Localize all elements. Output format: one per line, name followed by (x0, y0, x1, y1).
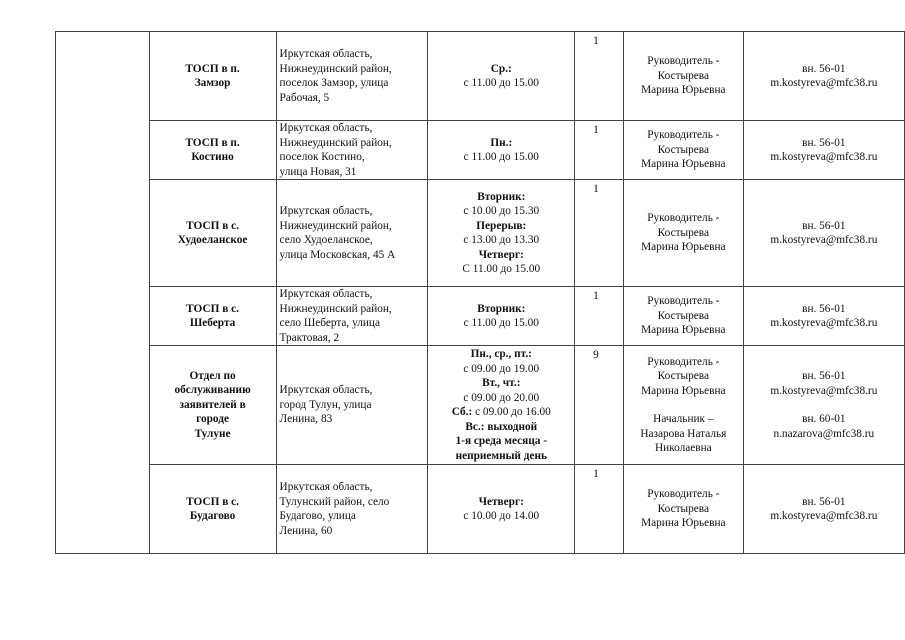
contact-info: вн. 56-01 m.kostyreva@mfc38.ru (743, 287, 904, 346)
hours-day-label: Пн.: (490, 136, 513, 149)
staff-count: 1 (575, 465, 624, 554)
contact-info: вн. 56-01 m.kostyreva@mfc38.ru (743, 32, 904, 121)
office-hours (428, 121, 575, 180)
office-name: ТОСП в п. Замзор (149, 32, 276, 121)
office-name: ТОСП в с. Будагово (149, 465, 276, 554)
office-hours (428, 465, 575, 554)
hours-day-label: Вторник: (477, 190, 526, 203)
office-hours (428, 180, 575, 287)
responsible-person: Руководитель - Костырева Марина Юрьевна (624, 121, 744, 180)
staff-count: 9 (575, 346, 624, 465)
office-address: Иркутская область, Нижнеудинский район, село Худоеланское, улица Московская, 45 А (276, 180, 428, 287)
table-row (56, 32, 905, 121)
hours-time: с 13.00 до 13.30 (463, 234, 540, 246)
offices-table (55, 31, 905, 554)
office-address: Иркутская область, Нижнеудинский район, поселок Костино, улица Новая, 31 (276, 121, 428, 180)
hours-line: неприемный день (455, 449, 547, 462)
table-row (56, 346, 905, 465)
contact-info: вн. 56-01 m.kostyreva@mfc38.ru (743, 121, 904, 180)
contact-chief: вн. 60-01 n.nazarova@mfc38.ru (773, 413, 875, 440)
hours-day-label: Четверг: (478, 495, 524, 508)
responsible-person: Руководитель - Костырева Марина Юрьевна (624, 465, 744, 554)
staff-count: 1 (575, 180, 624, 287)
hours-time: С 11.00 до 15.00 (462, 263, 541, 275)
office-address: Иркутская область, город Тулун, улица Ленина, 83 (276, 346, 428, 465)
hours-time: с 10.00 до 15.30 (463, 205, 540, 217)
office-name: Отдел по обслуживанию заявителей в городе Тулуне (149, 346, 276, 465)
staff-count: 1 (575, 121, 624, 180)
hours-time: с 11.00 до 15.00 (463, 77, 539, 89)
responsible-person: Руководитель - Костырева Марина Юрьевна (624, 180, 744, 287)
office-address: Иркутская область, Нижнеудинский район, село Шеберта, улица Трактовая, 2 (276, 287, 428, 346)
hours-time: с 10.00 до 14.00 (463, 510, 540, 522)
responsible-head: Руководитель - Костырева Марина Юрьевна (641, 355, 726, 397)
hours-day-label: Ср.: (490, 62, 512, 75)
responsible-person (624, 346, 744, 465)
hours-line: с 09.00 до 19.00 (463, 362, 540, 375)
contact-head: вн. 56-01 m.kostyreva@mfc38.ru (770, 370, 878, 397)
hours-line: Пн., ср., пт.: (470, 348, 532, 360)
staff-count: 1 (575, 287, 624, 346)
office-name: ТОСП в с. Худоеланское (149, 180, 276, 287)
contact-info: вн. 56-01 m.kostyreva@mfc38.ru (743, 180, 904, 287)
office-hours (428, 346, 575, 465)
hours-line: Сб.: с 09.00 до 16.00 (451, 406, 551, 418)
hours-day-label: Вторник: (477, 302, 526, 315)
responsible-chief: Начальник – Назарова Наталья Николаевна (640, 413, 727, 454)
office-hours (428, 32, 575, 121)
hours-break-label: Перерыв: (476, 219, 527, 232)
office-name: ТОСП в с. Шеберта (149, 287, 276, 346)
hours-time: с 11.00 до 15.00 (463, 151, 539, 163)
office-hours (428, 287, 575, 346)
table-row (56, 287, 905, 346)
table-row (56, 121, 905, 180)
hours-line: 1-я среда месяца - (455, 435, 547, 447)
hours-time: с 11.00 до 15.00 (463, 317, 539, 329)
contact-info (743, 346, 904, 465)
hours-line: Вт., чт.: (482, 377, 521, 389)
office-address: Иркутская область, Нижнеудинский район, поселок Замзор, улица Рабочая, 5 (276, 32, 428, 121)
hours-line: с 09.00 до 20.00 (463, 391, 540, 404)
office-name: ТОСП в п. Костино (149, 121, 276, 180)
staff-count: 1 (575, 32, 624, 121)
office-address: Иркутская область, Тулунский район, село Будагово, улица Ленина, 60 (276, 465, 428, 554)
table-row (56, 180, 905, 287)
merged-left-cell (56, 32, 150, 554)
responsible-person: Руководитель - Костырева Марина Юрьевна (624, 287, 744, 346)
table-row (56, 465, 905, 554)
contact-info: вн. 56-01 m.kostyreva@mfc38.ru (743, 465, 904, 554)
hours-line: Вс.: выходной (465, 420, 538, 433)
hours-day-label: Четверг: (478, 248, 524, 261)
responsible-person: Руководитель - Костырева Марина Юрьевна (624, 32, 744, 121)
